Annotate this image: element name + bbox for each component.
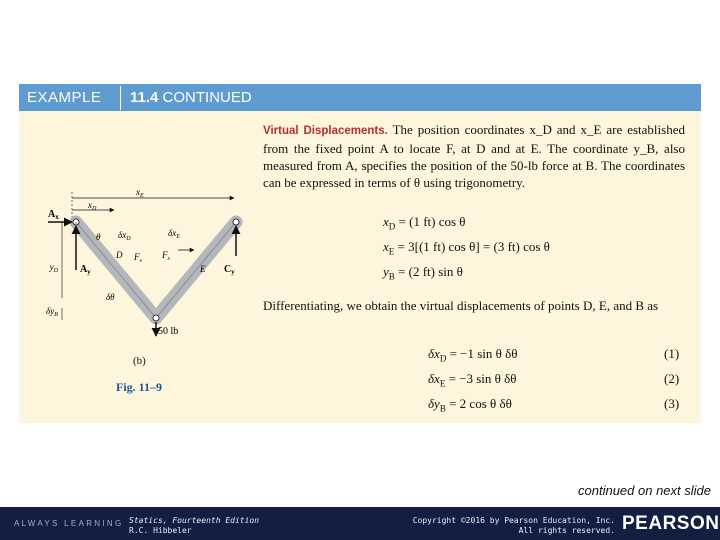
example-label: EXAMPLE <box>27 89 102 106</box>
equation-xD: $x_D = (1$ ft) cos θ <box>383 214 466 232</box>
section-heading: Virtual Displacements. <box>263 125 388 137</box>
label-Ay: $A_y$ <box>80 264 91 276</box>
banner-divider <box>120 86 121 110</box>
example-title <box>130 89 252 106</box>
label-Ax: $A_x$ <box>48 209 59 221</box>
paragraph-1 <box>263 121 685 191</box>
label-xD: $x_D$ <box>88 200 97 212</box>
figure-sublabel: (b) <box>133 355 146 367</box>
equation-dyB: $\delta y_B = 2$ cos θ δθ <box>428 396 512 414</box>
label-Fs: $F_s$ <box>134 252 142 264</box>
label-F2: $F_s$ <box>162 250 170 262</box>
mechanism-figure <box>36 186 256 366</box>
label-dxE: $\delta x_E$ <box>168 228 180 240</box>
footer-book-title: Statics, Fourteenth Edition <box>129 516 260 525</box>
label-force: 50 lb <box>158 326 179 337</box>
label-Cy: $C_y$ <box>224 264 235 276</box>
continued-note: continued on next slide <box>578 483 711 498</box>
paragraph-1-text: The position coordinates x_D and x_E are established from the fixed point A to locate F, at D and at E. The coordinate y_B, also measured from A, specifies the position of the 50-lb force at B. The coordinates can be expressed in terms of θ using trigonometry. <box>263 122 685 190</box>
label-yB: $y_D$ <box>49 262 58 274</box>
footer-copyright-line: Copyright ©2016 by Pearson Education, Inc. <box>412 516 615 525</box>
equation-number-3: (3) <box>664 396 680 411</box>
footer-tagline: ALWAYS LEARNING <box>14 519 124 528</box>
label-dtheta: δθ <box>106 292 115 302</box>
pearson-logo: PEARSON <box>622 513 720 534</box>
example-continued: CONTINUED <box>162 89 252 106</box>
label-xE: $x_E$ <box>136 187 144 199</box>
example-number: 11.4 <box>130 89 159 106</box>
equation-yB: $y_B = (2$ ft) sin θ <box>383 264 463 282</box>
figure-caption: Fig. 11–9 <box>116 380 163 394</box>
equation-number-1: (1) <box>664 346 680 361</box>
footer-author: R.C. Hibbeler <box>129 526 192 535</box>
footer-book <box>129 516 259 536</box>
equation-dxE: $\delta x_E = -3$ sin θ δθ <box>428 371 517 389</box>
footer-rights-line: All rights reserved. <box>518 526 615 535</box>
label-E: E <box>200 264 206 274</box>
example-banner <box>19 84 701 111</box>
equation-xE: $x_E = 3[(1$ ft) cos θ] = (3 ft) cos θ <box>383 239 550 257</box>
footer-copyright <box>405 516 615 536</box>
equation-number-2: (2) <box>664 371 680 386</box>
label-theta: θ <box>96 232 101 242</box>
label-dyB: $\delta y_B$ <box>46 306 58 318</box>
paragraph-2: Differentiating, we obtain the virtual displacements of points D, E, and B as <box>263 298 659 313</box>
equation-dxD: $\delta x_D = -1$ sin θ δθ <box>428 346 518 364</box>
label-D: D <box>116 250 123 260</box>
label-dxD: $\delta x_D$ <box>118 230 131 242</box>
